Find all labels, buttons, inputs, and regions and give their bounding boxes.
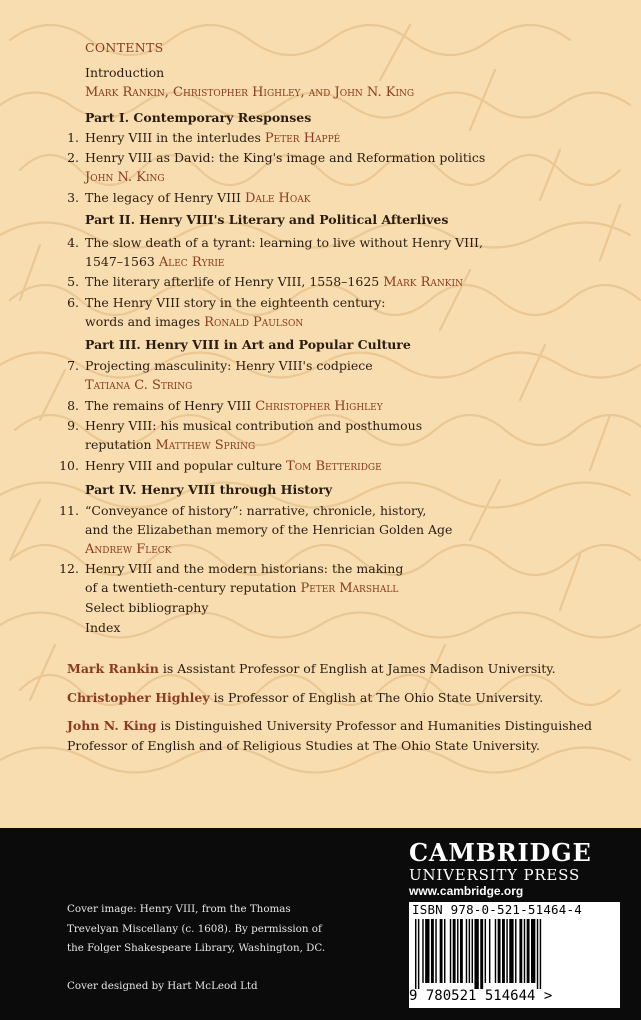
cover-designer: Cover designed by Hart McLeod Ltd bbox=[67, 980, 258, 992]
toc-chapter bbox=[85, 130, 340, 146]
editor-bio-text: is Assistant Professor of English at James Madison University. bbox=[158, 661, 556, 676]
chapter-number: 11. bbox=[59, 503, 79, 518]
editor-name: Mark Rankin bbox=[67, 661, 159, 676]
toc-chapter-author-line bbox=[85, 169, 165, 185]
author-name: Ronald Paulson bbox=[204, 315, 304, 330]
cover-caption-line: the Folger Shakespeare Library, Washington, DC. bbox=[67, 942, 326, 954]
chapter-number: 8. bbox=[67, 398, 79, 413]
chapter-number: 10. bbox=[59, 458, 79, 473]
toc-chapter bbox=[85, 190, 311, 206]
author-name: Mark Rankin, Christopher Highley, and John N. King bbox=[85, 85, 415, 100]
editor-bio bbox=[67, 690, 543, 705]
author-name: John N. King bbox=[85, 170, 165, 185]
barcode-bar bbox=[444, 919, 445, 983]
toc-chapter: Henry VIII as David: the King's image and Reformation politics bbox=[85, 150, 486, 165]
chapter-number: 1. bbox=[67, 130, 79, 145]
barcode-bar bbox=[527, 919, 530, 983]
toc-chapter-continued bbox=[85, 437, 255, 453]
barcode-bar bbox=[425, 919, 429, 983]
toc-chapter-continued bbox=[85, 254, 224, 270]
barcode-bar bbox=[418, 919, 419, 989]
contents-heading: CONTENTS bbox=[85, 40, 164, 55]
barcode-bar bbox=[474, 919, 478, 989]
chapter-title-cont: of a twentieth-century reputation bbox=[85, 580, 301, 595]
author-name: Peter Happé bbox=[264, 131, 341, 146]
barcode-bar bbox=[524, 919, 525, 983]
barcode-bar bbox=[466, 919, 467, 983]
barcode-icon bbox=[413, 919, 613, 989]
toc-chapter-author-line bbox=[85, 377, 192, 393]
author-name: Peter Marshall bbox=[300, 581, 399, 596]
chapter-title: The remains of Henry VIII bbox=[85, 398, 256, 413]
author-name: Dale Hoak bbox=[244, 191, 311, 206]
toc-chapter: Projecting masculinity: Henry VIII's codpiece bbox=[85, 358, 373, 373]
barcode-bar bbox=[415, 919, 416, 989]
barcode-bar bbox=[457, 919, 458, 983]
toc-chapter-continued bbox=[85, 314, 303, 330]
publisher-url: www.cambridge.org bbox=[409, 884, 524, 898]
part-heading: Part II. Henry VIII's Literary and Political Afterlives bbox=[85, 212, 449, 227]
toc-chapter: Henry VIII: his musical contribution and posthumous bbox=[85, 418, 423, 433]
barcode-digits: 9 780521 514644 > bbox=[409, 988, 553, 1004]
toc-chapter: “Conveyance of history”: narrative, chronicle, history, bbox=[85, 503, 427, 518]
chapter-number: 5. bbox=[67, 274, 79, 289]
barcode-bar bbox=[537, 919, 538, 989]
barcode-bar bbox=[431, 919, 434, 983]
toc-chapter-continued bbox=[85, 580, 398, 596]
part-heading: Part III. Henry VIII in Art and Popular Culture bbox=[85, 337, 411, 352]
toc-chapter: Henry VIII and the modern historians: the making bbox=[85, 561, 404, 576]
barcode-bar bbox=[469, 919, 470, 983]
chapter-title-cont: words and images bbox=[85, 314, 205, 329]
editor-bio-text: is Distinguished University Professor and Humanities Distinguished bbox=[156, 718, 593, 733]
chapter-number: 6. bbox=[67, 295, 79, 310]
barcode-bar bbox=[540, 919, 541, 989]
barcode-bar bbox=[509, 919, 513, 983]
isbn-label: ISBN 978-0-521-51464-4 bbox=[412, 902, 582, 917]
cover-caption-line: Cover image: Henry VIII, from the Thomas bbox=[67, 903, 291, 915]
author-name: Tom Betteridge bbox=[286, 459, 382, 474]
author-name: Tatiana C. String bbox=[85, 378, 193, 393]
chapter-title: Henry VIII and popular culture bbox=[85, 458, 287, 473]
barcode-bar bbox=[453, 919, 456, 983]
author-name: Matthew Spring bbox=[155, 438, 256, 453]
barcode-bar bbox=[495, 919, 496, 983]
chapter-number: 4. bbox=[67, 235, 79, 250]
toc-bibliography: Select bibliography bbox=[85, 600, 209, 615]
toc-chapter bbox=[85, 398, 383, 414]
barcode-bar bbox=[480, 919, 483, 989]
author-name: Andrew Fleck bbox=[85, 542, 172, 557]
chapter-title: The literary afterlife of Henry VIII, 1558–1625 bbox=[85, 274, 384, 289]
toc-chapter bbox=[85, 274, 463, 290]
chapter-number: 12. bbox=[59, 561, 79, 576]
chapter-title-cont: 1547–1563 bbox=[85, 254, 159, 269]
toc-introduction: Introduction bbox=[85, 65, 165, 80]
chapter-number: 7. bbox=[67, 358, 79, 373]
editor-bio bbox=[67, 661, 556, 676]
chapter-title: The legacy of Henry VIII bbox=[85, 190, 245, 205]
barcode-bar bbox=[450, 919, 451, 983]
publisher-name: CAMBRIDGE bbox=[409, 838, 592, 867]
toc-chapter: The slow death of a tyrant: learning to live without Henry VIII, bbox=[85, 235, 483, 250]
author-name: Mark Rankin bbox=[383, 275, 463, 290]
editor-bio-continued: Professor of English and of Religious Studies at The Ohio State University. bbox=[67, 738, 541, 753]
toc-chapter: The Henry VIII story in the eighteenth century: bbox=[85, 295, 386, 310]
barcode-bar bbox=[485, 919, 486, 983]
toc-index: Index bbox=[85, 620, 121, 635]
publisher-band bbox=[0, 828, 641, 1020]
cover-caption-line: Trevelyan Miscellany (c. 1608). By permission of bbox=[67, 923, 322, 935]
chapter-number: 9. bbox=[67, 418, 79, 433]
toc-chapter-continued: and the Elizabethan memory of the Henrician Golden Age bbox=[85, 522, 453, 537]
barcode-bar bbox=[506, 919, 507, 983]
barcode-bar bbox=[519, 919, 522, 983]
toc-introduction-authors bbox=[85, 84, 414, 100]
barcode-bar bbox=[489, 919, 490, 983]
barcode-bar bbox=[515, 919, 516, 983]
part-heading: Part I. Contemporary Responses bbox=[85, 110, 312, 125]
editor-bio bbox=[67, 718, 592, 733]
toc-chapter-author-line bbox=[85, 541, 171, 557]
editor-name: John N. King bbox=[67, 718, 157, 733]
barcode-bar bbox=[435, 919, 436, 983]
author-name: Alec Ryrie bbox=[158, 255, 225, 270]
barcode-bar bbox=[531, 919, 535, 983]
barcode-bar bbox=[440, 919, 443, 983]
author-name: Christopher Highley bbox=[255, 399, 383, 414]
chapter-number: 2. bbox=[67, 150, 79, 165]
barcode-bar bbox=[460, 919, 463, 983]
chapter-number: 3. bbox=[67, 190, 79, 205]
editor-bio-text: is Professor of English at The Ohio State University. bbox=[209, 690, 544, 705]
toc-chapter bbox=[85, 458, 382, 474]
chapter-title: Henry VIII in the interludes bbox=[85, 130, 265, 145]
barcode-bar bbox=[498, 919, 501, 983]
barcode-bar bbox=[422, 919, 423, 983]
barcode-bar bbox=[472, 919, 473, 983]
isbn-barcode bbox=[409, 902, 620, 1008]
publisher-press: UNIVERSITY PRESS bbox=[409, 866, 581, 884]
barcode-bar bbox=[502, 919, 505, 983]
editor-name: Christopher Highley bbox=[67, 690, 210, 705]
part-heading: Part IV. Henry VIII through History bbox=[85, 482, 333, 497]
chapter-title-cont: reputation bbox=[85, 437, 156, 452]
